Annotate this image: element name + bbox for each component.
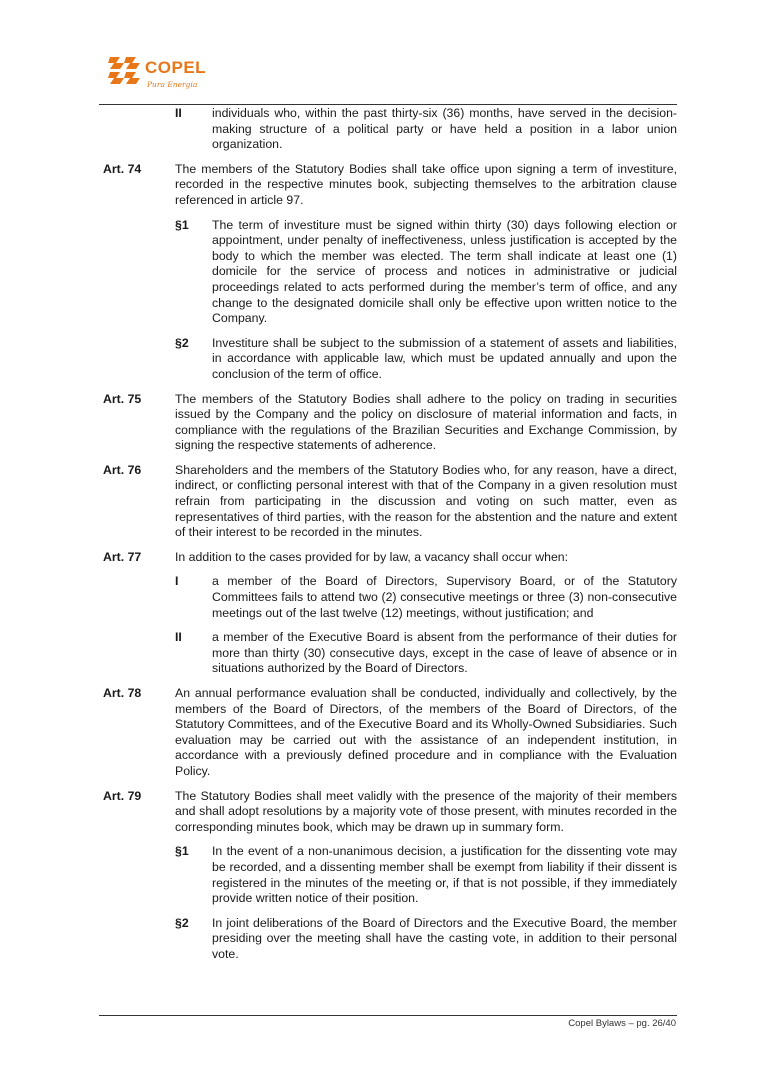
document-body	[99, 106, 677, 972]
clause-block	[175, 336, 677, 383]
clause-text: In the event of a non-unanimous decision, a justification for the dissenting vote may be recorded, and a dissenting member shall be exempt from liability if their dissent is registered in the minutes of the meeting or, if that is not possible, if they immediately provide written notice of their position.	[212, 844, 677, 906]
clause-block	[175, 574, 677, 621]
article-number: Art. 78	[103, 686, 142, 700]
clause-number: §2	[175, 915, 189, 930]
article-text: The Statutory Bodies shall meet validly with the presence of the majority of their members and shall adopt resolutions by a majority vote of those present, with minutes recorded in the corresponding minutes book, which may be drawn up in summary form.	[175, 788, 677, 834]
clause-text: In joint deliberations of the Board of Directors and the Executive Board, the member presiding over the meeting shall have the casting vote, in addition to their personal vote.	[212, 915, 677, 961]
article-block	[99, 789, 677, 836]
article-number: Art. 74	[103, 161, 142, 176]
article-number: Art. 76	[103, 462, 142, 477]
article-text: Shareholders and the members of the Statutory Bodies who, for any reason, have a direct, indirect, or conflicting personal interest with that of the Company in a given resolution must refrain from participating in the discussion and voting on such matter, even as representatives of third parties, with the reason for the abstention and the nature and extent of their interest to be recorded in the minutes.	[175, 462, 677, 540]
article-number: Art. 79	[103, 788, 142, 803]
article-text: The members of the Statutory Bodies shall take office upon signing a term of investiture, recorded in the respective minutes book, subjecting themselves to the arbitration clause referenced in article 97.	[175, 161, 677, 207]
clause-number: §1	[175, 844, 189, 859]
logo-wordmark: COPEL	[145, 58, 207, 77]
clause-number: I	[175, 574, 179, 589]
clause-text: Investiture shall be subject to the submission of a statement of assets and liabilities, in accordance with applicable law, which must be updated annually and upon the conclusion of the term of office.	[212, 335, 677, 381]
article-block	[99, 162, 677, 209]
article-text: An annual performance evaluation shall be conducted, individually and collectively, by the members of the Board of Directors, of the members of the Board of Directors, of the Statutory Committees, and of the Executive Board and its Wholly-Owned Subsidiaries. Such evaluation may be carried out with the assistance of an independent institution, in accordance with a previously defined procedure and in compliance with the Evaluation Policy.	[175, 686, 677, 778]
article-text: In addition to the cases provided for by law, a vacancy shall occur when:	[175, 549, 569, 564]
article-block	[99, 550, 677, 566]
article-number: Art. 75	[103, 391, 142, 406]
footer-divider	[99, 1015, 677, 1016]
article-number: Art. 77	[103, 549, 142, 564]
clause-block	[175, 844, 677, 906]
page-footer: Copel Bylaws – pg. 26/40	[568, 1018, 676, 1029]
clause-number: §2	[175, 335, 189, 350]
clause-block	[175, 106, 677, 153]
article-block	[99, 392, 677, 454]
article-block	[99, 463, 677, 541]
clause-text: individuals who, within the past thirty-six (36) months, have served in the decision-making structure of a political party or have held a position in a labor union organization.	[212, 106, 677, 152]
clause-text: The term of investiture must be signed within thirty (30) days following election or appointment, under penalty of ineffectiveness, unless justification is accepted by the body to which the member was elected. The term shall indicate at least one (1) domicile for the service of process and notices in administrative or judicial proceedings related to acts performed during the member’s term of office, and any change to the designated domicile shall only be effective upon written notice to the Company.	[212, 217, 677, 326]
clause-number: §1	[175, 217, 189, 232]
clause-block	[175, 218, 677, 327]
clause-number: II	[175, 106, 182, 120]
clause-text: a member of the Board of Directors, Supervisory Board, or of the Statutory Committees fails to attend two (2) consecutive meetings or three (3) non-consecutive meetings out of the last twelve (12) meetings, without justification; and	[212, 574, 677, 620]
article-block	[99, 686, 677, 780]
article-text: The members of the Statutory Bodies shall adhere to the policy on trading in securities issued by the Company and the policy on disclosure of material information and facts, in compliance with the regulations of the Brazilian Securities and Exchange Commission, by signing the respective statements of adherence.	[175, 391, 677, 453]
logo-tagline: Pura Energia	[147, 80, 198, 89]
clause-block	[175, 916, 677, 963]
clause-number: II	[175, 630, 182, 645]
clause-block	[175, 630, 677, 677]
header-divider	[99, 104, 677, 105]
clause-text: a member of the Executive Board is absent from the performance of their duties for more than thirty (30) consecutive days, except in the case of leave of absence or in situations authorized by the Board of Directors.	[212, 630, 677, 676]
